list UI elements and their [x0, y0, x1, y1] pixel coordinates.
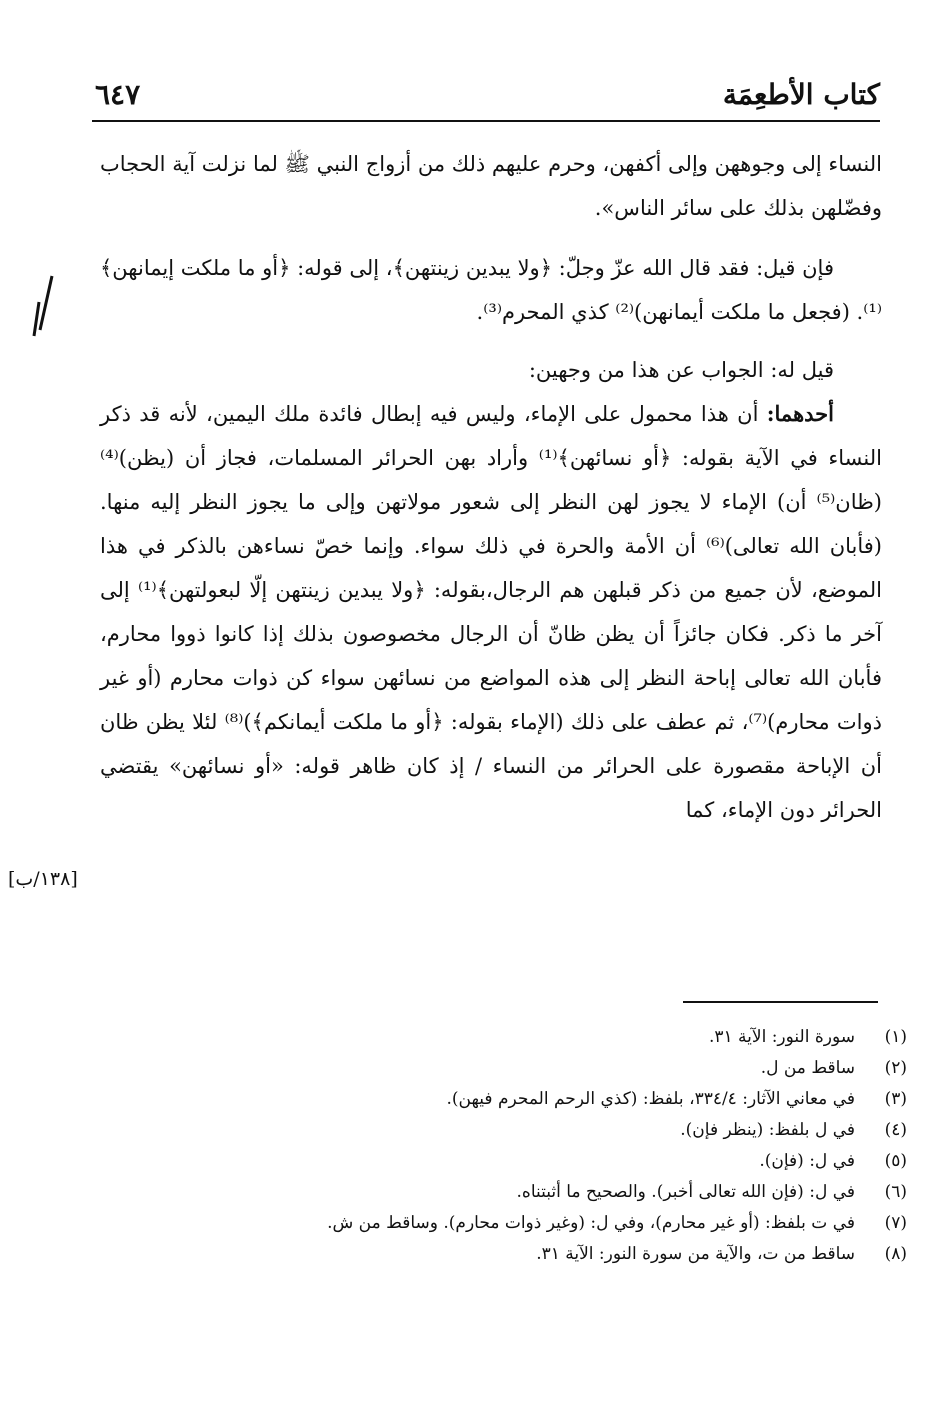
footnote-number: (٢): [884, 1058, 907, 1078]
footnote-number: (٣): [884, 1089, 907, 1109]
footnote-text: في ل: (فإن الله تعالى أخبر). والصحيح ما أثبتناه.: [516, 1182, 855, 1202]
running-title: كتاب الأطعِمَة: [722, 78, 880, 111]
page-header: [95, 78, 880, 118]
margin-slash-mark: [30, 272, 60, 342]
footnote-rule: [683, 1001, 878, 1003]
footnote: [100, 1208, 907, 1239]
paragraph-4-lead: أحدهما:: [766, 401, 834, 426]
footnote-number: (٧): [884, 1213, 907, 1233]
footnote-text: في ت بلفظ: (أو غير محارم)، وفي ل: (وغير ذوات محارم). وساقط من ش.: [327, 1213, 855, 1233]
header-rule: [92, 120, 880, 122]
paragraph-1: النساء إلى وجوههن وإلى أكفهن، وحرم عليهم ذلك من أزواج النبي ﷺ لما نزلت آية الحجاب وفضّلهن بذلك على سائر الناس».: [100, 152, 882, 220]
footnote-number: (١): [884, 1027, 907, 1047]
footnote-text: في ل بلفظ: (ينظر فإن).: [680, 1120, 855, 1140]
footnote-text: في معاني الآثار: ٣٣٤/٤، بلفظ: (كذي الرحم المحرم فيهن).: [446, 1089, 855, 1109]
footnote: [100, 1084, 907, 1115]
main-text: [100, 142, 882, 832]
footnote-number: (٥): [884, 1151, 907, 1171]
footnote-text: في ل: (فإن).: [759, 1151, 855, 1171]
footnote-number: (٦): [884, 1182, 907, 1202]
footnote-number: (٨): [884, 1244, 907, 1264]
paragraph-4-text: أن هذا محمول على الإماء، وليس فيه إبطال فائدة ملك اليمين، لأنه قد ذكر النساء في الآية بقوله: ﴿أو نسائهن﴾⁽¹⁾ وأراد بهن الحرائر المسلمات، فجاز أن (يظن)⁽⁴⁾ (ظان⁽⁵⁾ أن) الإماء لا يجوز لهن النظر إلى شعور مولاتهن وإلى ما يجوز النظر إليه منها. (فأبان الله تعالى)⁽⁶⁾ أن الأمة والحرة في ذلك سواء. وإنما خصّ نساءهن بالذكر في هذا الموضع، لأن جميع من ذكر قبلهن هم الرجال،بقوله: ﴿ولا يبدين زينتهن إلّا لبعولتهن﴾⁽¹⁾ إلى آخر ما ذكر. فكان جائزاً أن يظن ظانّ أن الرجال مخصوصون بذلك إذا كانوا ذووا محارم، فأبان الله تعالى إباحة النظر إلى هذه المواضع من نسائهن سواء كن ذوات محارم (أو غير ذوات محارم)⁽⁷⁾، ثم عطف على ذلك (الإماء بقوله: ﴿أو ما ملكت أيمانكم﴾)⁽⁸⁾ لئلا يظن ظان أن الإباحة مقصورة على الحرائر من النساء / إذ كان ظاهر قوله: «أو نسائهن» يقتضي الحرائر دون الإماء، كما: [100, 402, 883, 822]
folio-margin-note: [١٣٨/ب]: [8, 868, 78, 890]
paragraph-2: فإن قيل: فقد قال الله عزّ وجلّ: ﴿ولا يبدين زينتهن﴾، إلى قوله: ﴿أو ما ملكت إيمانهن﴾⁽¹⁾. (فجعل ما ملكت أيمانهن)⁽²⁾ كذي المحرم⁽³⁾.: [100, 256, 882, 324]
footnote: [100, 1115, 907, 1146]
footnotes: [100, 1022, 907, 1270]
footnote: [100, 1022, 907, 1053]
footnote-text: سورة النور: الآية ٣١.: [708, 1027, 855, 1047]
page-number: ٦٤٧: [95, 78, 141, 111]
footnote: [100, 1053, 907, 1084]
footnote: [100, 1177, 907, 1208]
footnote-text: ساقط من ل.: [760, 1058, 855, 1078]
footnote-number: (٤): [884, 1120, 907, 1140]
paragraph-4: [100, 392, 882, 832]
paragraph-3: قيل له: الجواب عن هذا من وجهين:: [528, 358, 834, 382]
footnote: [100, 1239, 907, 1270]
footnote-text: ساقط من ت، والآية من سورة النور: الآية ٣١.: [536, 1244, 855, 1264]
footnote: [100, 1146, 907, 1177]
